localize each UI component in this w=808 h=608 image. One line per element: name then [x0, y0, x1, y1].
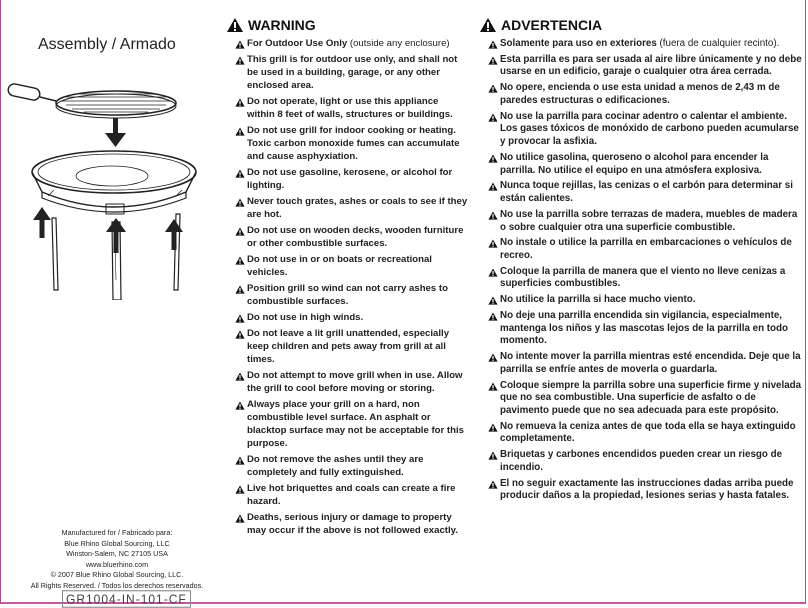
warning-item [226, 483, 468, 509]
warning-item [479, 38, 804, 51]
warning-item [226, 454, 468, 480]
footer-line: © 2007 Blue Rhino Global Sourcing, LLC. [50, 570, 184, 580]
warning-triangle-icon [235, 227, 245, 236]
advertencia-heading [479, 14, 804, 36]
warning-item-text: Do not leave a lit grill unattended, especially keep children and pets away from grill at all times. [247, 328, 450, 365]
warning-triangle-icon [235, 285, 245, 294]
warning-item-text: Do not attempt to move grill when in use. Allow the grill to cool before moving or storing. [247, 369, 463, 394]
warning-item [479, 180, 804, 205]
warning-item [226, 125, 468, 164]
assembly-title: Assembly / Armado [38, 36, 176, 53]
warning-item [479, 449, 804, 474]
warning-item [226, 167, 468, 193]
warning-item [226, 96, 468, 122]
footer-line: All Rights Reserved. / Todos los derechos reservados. [30, 580, 204, 590]
warning-triangle-icon [488, 312, 498, 321]
warning-item [226, 370, 468, 396]
warning-triangle-icon [235, 372, 245, 381]
warning-item [226, 254, 468, 280]
footer-line: Blue Rhino Global Sourcing, LLC [64, 538, 170, 548]
warning-item [479, 351, 804, 376]
warning-item [226, 225, 468, 251]
warning-triangle-icon [235, 256, 245, 265]
warning-item [226, 283, 468, 309]
warning-item-text: El no seguir exactamente las instrucciones dadas arriba puede producir daños a la propiedad, lesiones serias y hasta fatales. [500, 477, 794, 502]
warning-item-text: No utilice la parrilla si hace mucho viento. [500, 294, 696, 306]
warning-item-text: No utilice gasolina, queroseno o alcohol para encender la parrilla. No utilice el equipo en una atmósfera explosiva. [500, 151, 769, 176]
warning-triangle-icon [488, 353, 498, 362]
warning-triangle-icon [235, 514, 245, 523]
footer-line: Manufactured for / Fabricado para: [61, 528, 173, 537]
warning-item-text: Deaths, serious injury or damage to property may occur if the above is not followed exactly. [247, 511, 458, 536]
warning-item [479, 266, 804, 291]
warning-heading [226, 14, 468, 36]
warning-item [479, 54, 804, 79]
warning-triangle-icon [488, 40, 498, 49]
warning-item [479, 380, 804, 418]
warning-item-text: Coloque la parrilla de manera que el viento no lleve cenizas a superficies combustibles. [500, 265, 786, 290]
warning-list [226, 38, 468, 538]
warning-item [479, 82, 804, 107]
warning-triangle-icon [235, 485, 245, 494]
warning-item-text: No use la parrilla sobre terrazas de madera, muebles de madera o sobre cualquier otra una superficie combustible. [500, 208, 798, 233]
warning-triangle-icon [235, 169, 245, 178]
grill-handle [7, 83, 56, 101]
cooking-grate [56, 91, 176, 118]
warning-triangle-icon [488, 296, 498, 305]
warning-triangle-icon [235, 330, 245, 339]
warning-item-text: Never touch grates, ashes or coals to see if they are hot. [247, 195, 468, 220]
warning-item [479, 209, 804, 234]
warning-item [479, 237, 804, 262]
warning-item-text: No intente mover la parrilla mientras esté encendida. Deje que la parrilla se enfríe antes de moverla o guardarla. [500, 351, 801, 375]
warning-item [479, 421, 804, 446]
part-code: GR1004-IN-101-CF [62, 590, 191, 608]
warning-item [479, 111, 804, 149]
warning-item [226, 328, 468, 367]
warning-item-text: Position grill so wind can not carry ashes to combustible surfaces. [247, 282, 448, 307]
advertencia-list [479, 38, 804, 503]
warning-triangle-icon [488, 480, 498, 489]
warning-item [226, 38, 468, 51]
warning-triangle-icon [235, 127, 245, 136]
warning-item-text: No remueva la ceniza antes de que toda ella se haya extinguido completamente. [500, 420, 796, 445]
warning-triangle-icon [235, 40, 245, 49]
warning-item [226, 512, 468, 538]
warning-triangle-icon [235, 56, 245, 65]
warning-item-note: (fuera de cualquier recinto). [656, 38, 780, 49]
warning-item [479, 152, 804, 177]
footer-line: Winston-Salem, NC 27105 USA [66, 549, 168, 559]
warning-item-text: For Outdoor Use Only [247, 38, 348, 49]
warning-triangle-icon [479, 17, 497, 33]
warning-english-section [226, 14, 468, 541]
warning-item-text: This grill is for outdoor use only, and shall not be used in a building, garage, or any other enclosed area. [247, 54, 458, 91]
warning-item-text: Live hot briquettes and coals can create a fire hazard. [247, 482, 456, 507]
warning-item-text: No opere, encienda o use esta unidad a menos de 2,43 m de paredes estructuras o edificaciones. [500, 82, 780, 106]
warning-triangle-icon [235, 456, 245, 465]
warning-item-text: No instale o utilice la parrilla en embarcaciones o vehículos de recreo. [500, 237, 792, 261]
up-arrow-left-icon [33, 207, 51, 238]
warning-item-text: Do not operate, light or use this appliance within 8 feet of walls, structures or buildings. [247, 96, 453, 120]
warning-item [226, 196, 468, 222]
warning-triangle-icon [235, 401, 245, 410]
warning-triangle-icon [488, 239, 498, 248]
warning-item [479, 310, 804, 348]
warning-item [226, 312, 468, 325]
warning-item [479, 294, 804, 307]
warning-item-text: No deje una parrilla encendida sin vigilancia, especialmente, mantenga los niños y las mascotas lejos de la parrilla en todo momento. [500, 310, 789, 347]
warning-item-text: Do not use grill for indoor cooking or heating. Toxic carbon monoxide fumes can accumulate and cause asphyxiation. [247, 125, 460, 162]
warning-item-note: (outside any enclosure) [347, 38, 450, 49]
advertencia-heading-text: ADVERTENCIA [501, 17, 603, 33]
grill-assembly-diagram [0, 60, 222, 300]
warning-triangle-icon [226, 17, 244, 33]
warning-item-text: Do not use in high winds. [247, 311, 364, 323]
assembly-section [0, 0, 222, 606]
warning-item-text: Briquetas y carbones encendidos pueden crear un riesgo de incendio. [500, 449, 783, 473]
manufacturer-footer [24, 528, 210, 592]
warning-item-text: Solamente para uso en exteriores [500, 38, 657, 49]
warning-triangle-icon [488, 451, 498, 460]
warning-triangle-icon [488, 84, 498, 93]
warning-triangle-icon [488, 423, 498, 432]
warning-item-text: Do not use on wooden decks, wooden furniture or other combustible surfaces. [247, 224, 464, 249]
warning-triangle-icon [488, 182, 498, 191]
warning-item [226, 399, 468, 451]
warning-triangle-icon [488, 154, 498, 163]
down-arrow-icon [105, 118, 126, 147]
footer-line: www.bluerhino.com [85, 559, 149, 569]
warning-triangle-icon [488, 268, 498, 277]
grill-bowl [32, 151, 196, 214]
advertencia-spanish-section [479, 14, 804, 506]
warning-triangle-icon [235, 314, 245, 323]
up-arrow-center-icon [106, 218, 126, 253]
warning-item-text: Nunca toque rejillas, las cenizas o el carbón para determinar si están calientes. [500, 180, 793, 205]
warning-triangle-icon [488, 113, 498, 122]
warning-item-text: Always place your grill on a hard, non combustible level surface. An asphalt or blacktop surface may not be acceptable for this purpose. [247, 398, 464, 449]
warning-triangle-icon [488, 211, 498, 220]
warning-triangle-icon [488, 56, 498, 65]
warning-triangle-icon [235, 198, 245, 207]
warning-heading-text: WARNING [248, 17, 316, 33]
warning-item [226, 54, 468, 93]
warning-item [479, 478, 804, 503]
warning-item-text: Do not use gasoline, kerosene, or alcohol for lighting. [247, 166, 453, 191]
warning-triangle-icon [488, 382, 498, 391]
warning-item-text: Coloque siempre la parrilla sobre una superficie firme y nivelada que no sea combustible. Una superficie de asfalto o de pavimento puede que no sea adecuada para este propósito. [500, 379, 802, 416]
warning-item-text: No use la parrilla para cocinar adentro o calentar el ambiente. Los gases tóxicos de monóxido de carbono pueden acumularse y provocar la asfixia. [500, 110, 799, 148]
warning-item-text: Esta parrilla es para ser usada al aire libre únicamente y no debe usarse en un edificio, garaje o cualquier otra área cerrada. [500, 53, 802, 78]
warning-item-text: Do not use in or on boats or recreational vehicles. [247, 253, 432, 278]
warning-item-text: Do not remove the ashes until they are completely and fully extinguished. [247, 453, 424, 478]
warning-triangle-icon [235, 98, 245, 107]
